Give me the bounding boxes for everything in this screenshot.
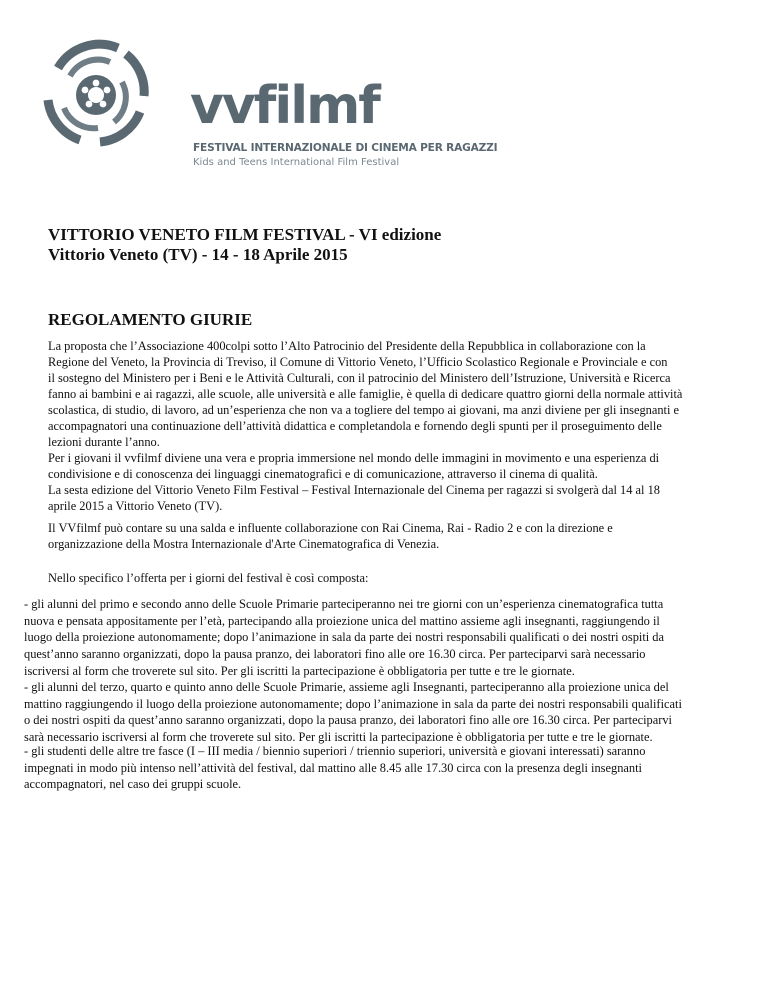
text-line: organizzazione della Mostra Internazionale d'Arte Cinematografica di Venezia.: [48, 537, 440, 551]
paragraph-young-people: [48, 450, 728, 514]
festival-logo: [40, 38, 498, 168]
text-line: o dei nostri ospiti da quest’anno saranno organizzati, dopo la pausa pranzo, dei laboratori fino alle ore 16.30 circa. Per parteciparvi: [24, 713, 672, 728]
text-line: - gli alunni del primo e secondo anno delle Scuole Primarie parteciperanno nei tre giorni con un’esperienza cinematografica tutta: [24, 597, 664, 611]
text-line: lezioni durante l’anno.: [48, 435, 160, 449]
paragraph-primary-third-to-fifth: [24, 679, 738, 746]
text-line: - gli alunni del terzo, quarto e quinto anno delle Scuole Primarie, assieme agli Insegnanti, parteciperanno alla proiezione unica del: [24, 680, 669, 694]
text-line: Il VVfilmf può contare su una salda e influente collaborazione con Rai Cinema, Rai - Radio 2 e con la direzione e: [48, 521, 613, 535]
text-line: iscriversi al form che troverete sul sito. Per gli iscritti la partecipazione è obbligatoria per tutte e tre le giornate.: [24, 663, 575, 678]
document-heading: [48, 225, 441, 265]
text-line: La sesta edizione del Vittorio Veneto Film Festival – Festival Internazionale del Cinema per ragazzi si svolgerà dal 14 al 18: [48, 483, 660, 497]
text-line: scolastica, di studio, di lavoro, ad un’esperienza che non va a togliere del tempo ai giovani, ma anzi diviene per gli insegnanti e: [48, 403, 680, 417]
logo-wordmark: vvfilmf: [190, 76, 379, 136]
film-reel-icon: [40, 38, 152, 148]
text-line: sarà necessario iscriversi al form che troverete sul sito. Per gli iscritti la partecipazione è obbligatoria per tutte e tre le giornate.: [24, 730, 653, 745]
logo-subtitle: Kids and Teens International Film Festival: [193, 157, 400, 168]
paragraph-offer-intro: [48, 570, 728, 586]
text-line: Per i giovani il vvfilmf diviene una vera e propria immersione nel mondo delle immagini in movimento e una esperienza di: [48, 451, 660, 465]
text-line: impegnati in modo più intenso nell’attività del festival, dal mattino alle 8.45 alle 17.30 circa con la presenza degli insegnanti: [24, 760, 642, 775]
paragraph-primary-first-second: [24, 596, 738, 680]
text-line: accompagnatori una continuazione dell’attività didattica e completandola e fornendo degli spunti per il proseguimento delle: [48, 419, 662, 433]
text-line: nuova e pensata appositamente per l’età, partecipando alla proiezione unica del mattino assieme agli insegnanti, raggiungendo il: [24, 613, 660, 628]
text-line: condivisione e di conoscenza dei linguaggi cinematografici e di comunicazione, attraverso il cinema di qualità.: [48, 467, 598, 481]
text-line: luogo della proiezione autonomamente; dopo l’animazione in sala da parte dei nostri responsabili qualificati o dei nostri ospiti da: [24, 630, 665, 645]
paragraph-collaboration: [48, 520, 728, 552]
text-line: fanno ai bambini e ai ragazzi, alle scuole, alle università e alle famiglie, è quella di dedicare quattro giorni della normale attività: [48, 387, 683, 401]
text-line: quest’anno saranno organizzati, dopo la pausa pranzo, dei laboratori fino alle ore 16.30 circa. Per parteciparvi sarà necessario: [24, 647, 646, 662]
text-line: Regione del Veneto, la Provincia di Treviso, il Comune di Vittorio Veneto, l’Ufficio Scolastico Regionale e Provinciale e con: [48, 355, 668, 369]
text-line: aprile 2015 a Vittorio Veneto (TV).: [48, 499, 223, 513]
text-line: La proposta che l’Associazione 400colpi sotto l’Alto Patrocinio del Presidente della Repubblica in collaborazione con la: [48, 339, 646, 353]
heading-line-2: Vittorio Veneto (TV) - 14 - 18 Aprile 2015: [48, 245, 348, 264]
text-line: Nello specifico l’offerta per i giorni del festival è così composta:: [48, 571, 369, 585]
text-line: accompagnatori, nel caso dei gruppi scuole.: [24, 777, 242, 792]
logo-tagline: FESTIVAL INTERNAZIONALE DI CINEMA PER RAGAZZI: [193, 142, 498, 154]
text-line: il sostegno del Ministero per i Beni e le Attività Culturali, con il patrocinio del Ministero dell’Istruzione, Università e Ricerca: [48, 371, 671, 385]
paragraph-intro: [48, 338, 728, 450]
text-line: - gli studenti delle altre tre fasce (I – III media / biennio superiori / triennio superiori, università e giovani interessati) saranno: [24, 744, 646, 758]
heading-line-1: VITTORIO VENETO FILM FESTIVAL - VI edizione: [48, 225, 442, 244]
paragraph-other-students: [24, 743, 738, 793]
section-title: REGOLAMENTO GIURIE: [48, 310, 253, 329]
text-line: mattino raggiungendo il luogo della proiezione autonomamente; dopo l’animazione in sala da parte dei nostri responsabili qualificati: [24, 696, 682, 711]
